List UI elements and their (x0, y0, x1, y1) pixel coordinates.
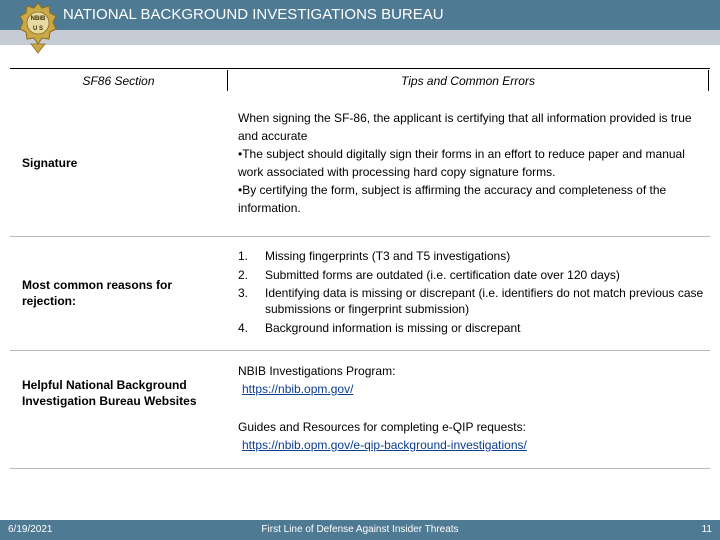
col-header-sf86-section: SF86 Section (82, 74, 155, 88)
badge-text-bottom: U S (32, 26, 44, 32)
row-content-websites (238, 362, 704, 454)
table-header-row (10, 68, 710, 91)
guides-label: Guides and Resources for completing e-QIP requests: (238, 420, 526, 434)
rejection-reasons-list (238, 247, 704, 338)
col-header-tips: Tips and Common Errors (401, 74, 535, 88)
list-item: 3. Identifying data is missing or discrepant (i.e. identifiers do not match previous case submissions or fingerprint submission) (238, 286, 704, 316)
row-label-websites: Helpful National Background Investigation Bureau Websites (22, 378, 197, 408)
signature-bullet-1: •The subject should digitally sign their forms in an effort to reduce paper and manual work associated with processing hard copy signature forms. (238, 147, 685, 179)
page-number: 11 (701, 524, 712, 535)
page-title: NATIONAL BACKGROUND INVESTIGATIONS BUREAU (63, 6, 444, 23)
nbib-badge-logo (18, 2, 58, 54)
list-item: 4. Background information is missing or discrepant (238, 321, 521, 335)
nbib-program-link[interactable]: https://nbib.opm.gov/ (242, 382, 354, 396)
header-stripe (0, 30, 720, 45)
row-divider (10, 350, 710, 351)
row-label-signature: Signature (22, 156, 78, 170)
signature-text: When signing the SF-86, the applicant is certifying that all information provided is true and accurate (238, 111, 692, 143)
row-label-rejection-reasons: Most common reasons for rejection: (22, 278, 173, 308)
signature-bullet-2: •By certifying the form, subject is affirming the accuracy and completeness of the information. (238, 183, 667, 215)
row-content-rejection-reasons (238, 247, 704, 338)
footer-date: 6/19/2021 (8, 524, 53, 535)
row-divider (10, 468, 710, 469)
row-divider (10, 236, 710, 237)
footer-bar (0, 520, 720, 540)
badge-text-top: NBIB (30, 16, 46, 22)
row-content-signature (238, 109, 704, 217)
eqip-guides-link[interactable]: https://nbib.opm.gov/e-qip-background-investigations/ (242, 438, 527, 452)
list-item: 2. Submitted forms are outdated (i.e. certification date over 120 days) (238, 267, 620, 282)
header-bar (0, 0, 720, 30)
program-label: NBIB Investigations Program: (238, 364, 396, 378)
footer-tagline: First Line of Defense Against Insider Threats (261, 524, 459, 535)
list-item: 1. Missing fingerprints (T3 and T5 investigations) (238, 249, 511, 263)
table-right-edge (708, 70, 709, 91)
